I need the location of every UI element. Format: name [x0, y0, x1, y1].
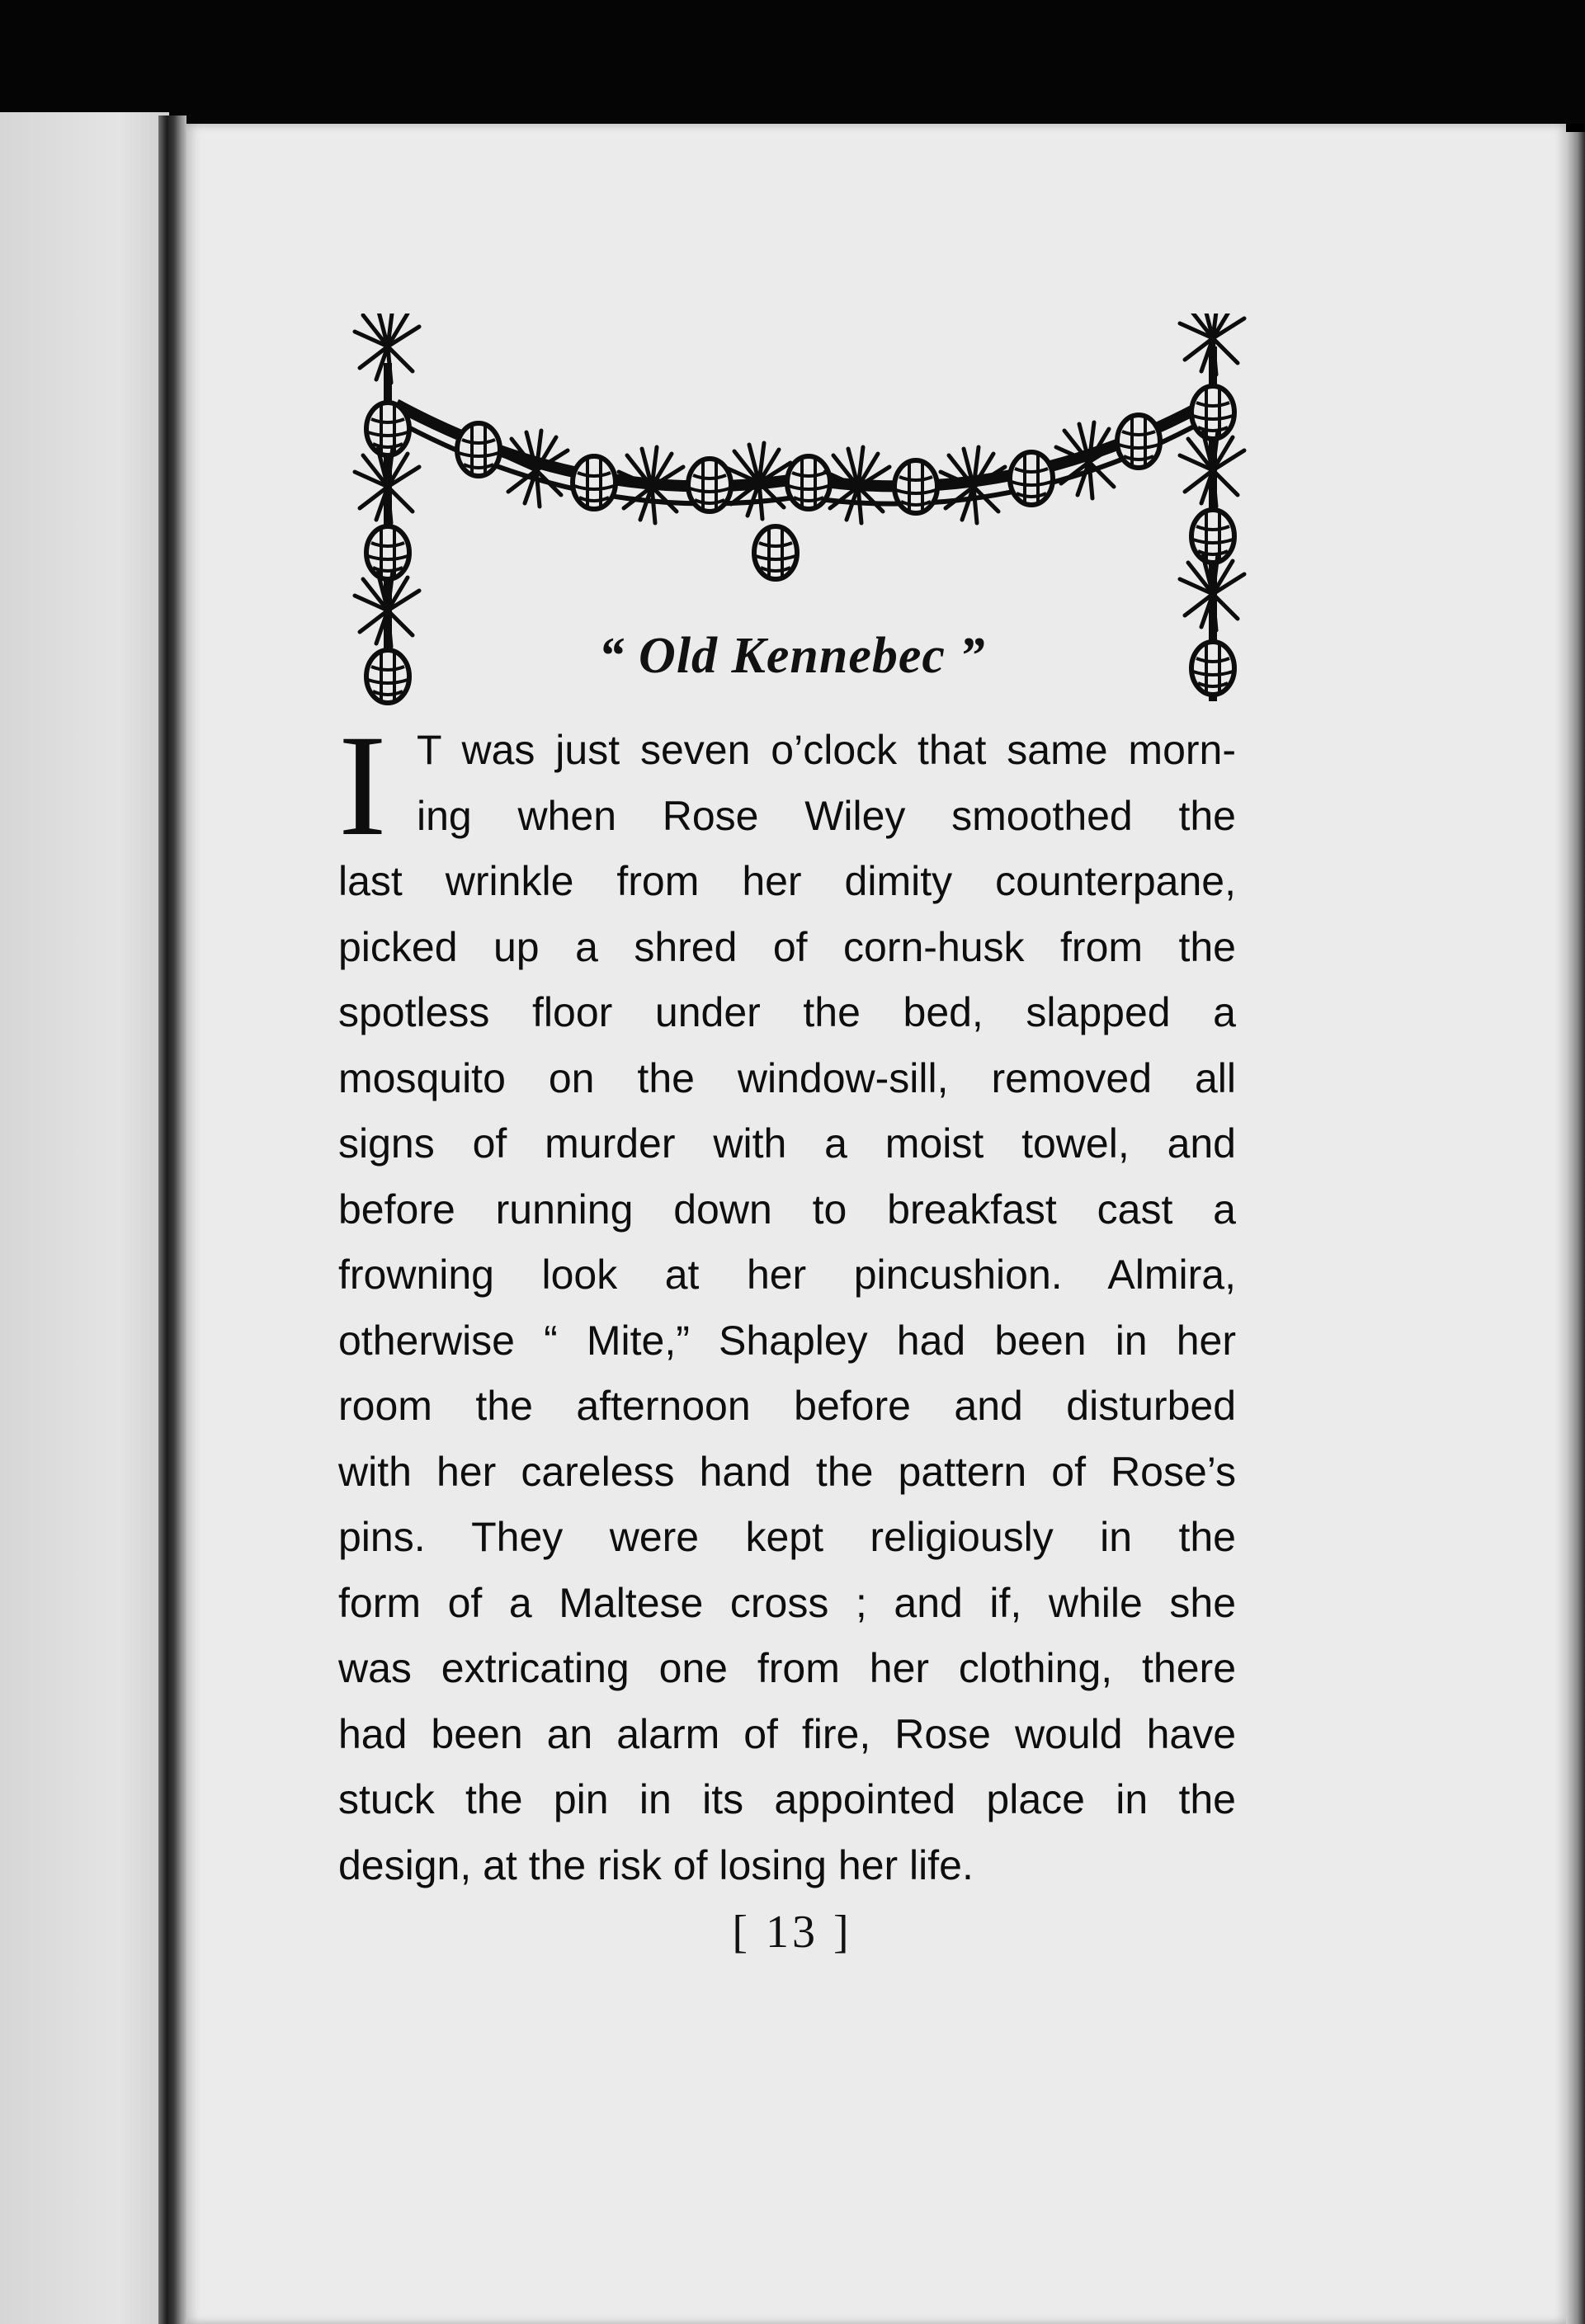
chapter-title: “ Old Kennebec ” [598, 628, 986, 684]
text-line: last wrinkle from her dimity counterpane, [338, 858, 1236, 904]
text-line: stuck the pin in its appointed place in the [338, 1776, 1236, 1822]
text-line: picked up a shred of corn-husk from the [338, 923, 1236, 970]
right-page-edge [1566, 132, 1585, 2324]
text-line: signs of murder with a moist towel, and [338, 1120, 1236, 1167]
text-line: frowning look at her pincushion. Almira, [338, 1252, 1236, 1298]
body-text [338, 705, 1236, 1898]
drop-cap: I [338, 705, 387, 866]
text-line: before running down to breakfast cast a [338, 1186, 1236, 1233]
text-line: spotless floor under the bed, slapped a [338, 989, 1236, 1035]
text-line: had been an alarm of fire, Rose would have [338, 1710, 1236, 1757]
text-line: otherwise “ Mite,” Shapley had been in her [338, 1317, 1236, 1364]
text-line: design, at the risk of losing her life. [338, 1841, 974, 1888]
text-line: with her careless hand the pattern of Rose’s [338, 1448, 1236, 1495]
left-page-edge [0, 112, 169, 2324]
text-line: mosquito on the window-sill, removed all [338, 1054, 1236, 1101]
text-line: form of a Maltese cross ; and if, while she [338, 1579, 1236, 1626]
book-spine [158, 115, 186, 2324]
text-line: ing when Rose Wiley smoothed the [417, 792, 1236, 839]
page-number: [ 13 ] [732, 1907, 852, 1958]
text-line: pins. They were kept religiously in the [338, 1514, 1236, 1560]
text-line: was extricating one from her clothing, there [338, 1645, 1236, 1691]
text-line: T was just seven o’clock that same morn- [417, 727, 1236, 773]
text-line: room the afternoon before and disturbed [338, 1383, 1236, 1429]
scan-background-top [0, 0, 1585, 124]
